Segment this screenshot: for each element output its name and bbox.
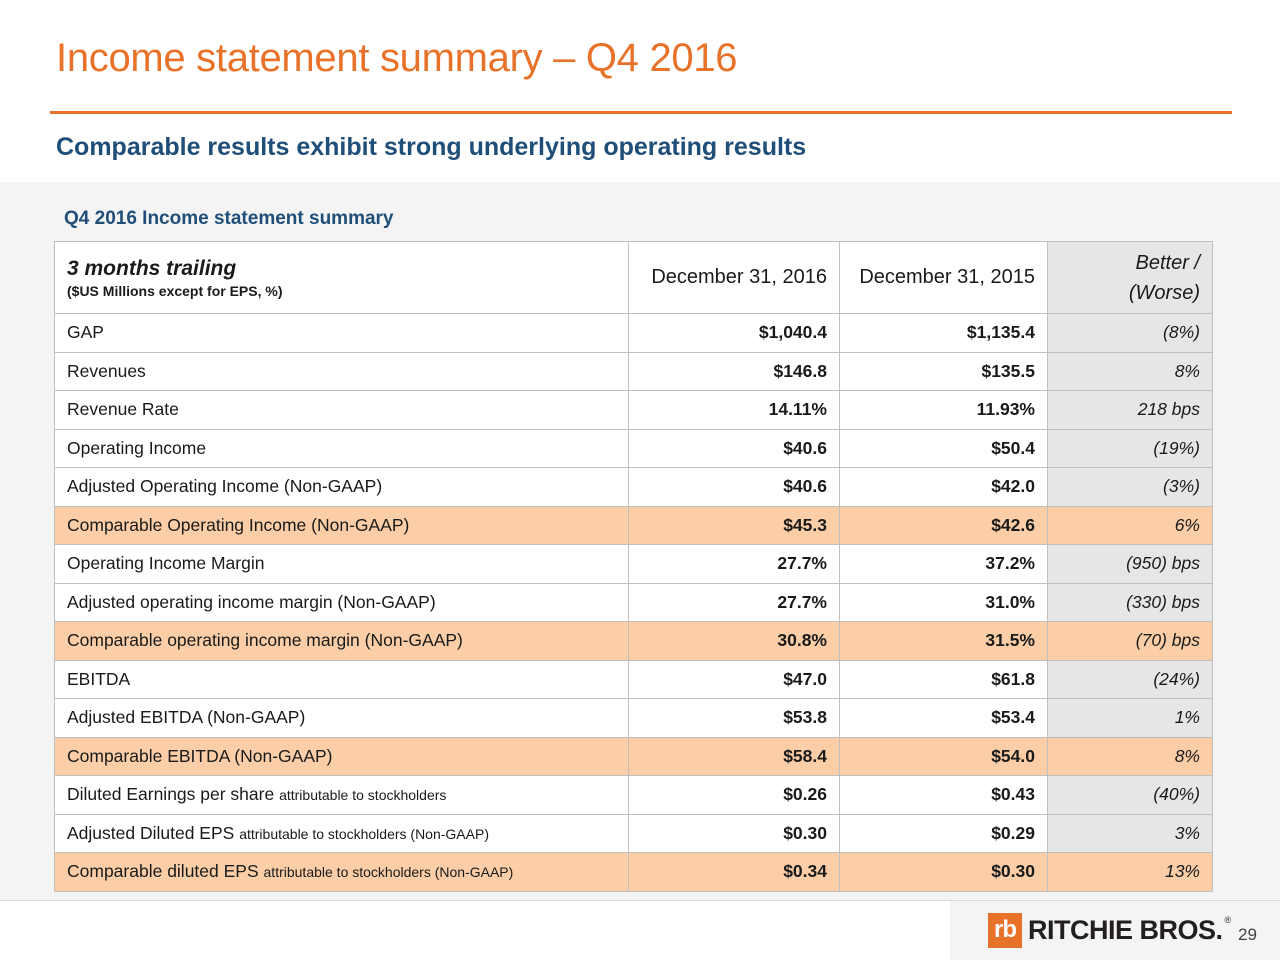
value-variance: (24%) [1048, 660, 1213, 699]
table-row [55, 429, 1213, 468]
header-better-line2: (Worse) [1128, 281, 1200, 304]
value-2015: $53.4 [840, 699, 1048, 738]
title-divider [50, 111, 1232, 114]
value-2016: $58.4 [629, 737, 840, 776]
footer-bar [0, 900, 950, 960]
table-row [55, 506, 1213, 545]
row-label [55, 545, 629, 584]
header-better-line1: Better / [1135, 251, 1200, 274]
row-label-main: Comparable EBITDA (Non-GAAP) [67, 745, 333, 766]
row-label [55, 506, 629, 545]
row-label-main: EBITDA [67, 668, 131, 689]
value-variance: 218 bps [1048, 391, 1213, 430]
value-2016: $45.3 [629, 506, 840, 545]
value-variance: (8%) [1048, 314, 1213, 353]
row-label [55, 314, 629, 353]
header-period [55, 242, 629, 314]
value-2015: $61.8 [840, 660, 1048, 699]
section-label: Q4 2016 Income statement summary [64, 208, 394, 229]
value-2015: $0.29 [840, 814, 1048, 853]
row-label [55, 583, 629, 622]
trademark-icon: ® [1224, 915, 1232, 925]
value-2016: 27.7% [629, 545, 840, 584]
table-row [55, 352, 1213, 391]
row-label-note: attributable to stockholders (Non-GAAP) [263, 864, 514, 881]
table-row [55, 814, 1213, 853]
table-row [55, 699, 1213, 738]
row-label [55, 429, 629, 468]
value-2015: $50.4 [840, 429, 1048, 468]
value-2016: 30.8% [629, 622, 840, 661]
table-row [55, 583, 1213, 622]
value-2015: 37.2% [840, 545, 1048, 584]
row-label-main: Operating Income [67, 437, 207, 458]
header-date-2016: December 31, 2016 [629, 242, 840, 314]
row-label-note: attributable to stockholders [279, 787, 447, 804]
value-2015: $42.6 [840, 506, 1048, 545]
row-label [55, 660, 629, 699]
value-2016: 27.7% [629, 583, 840, 622]
value-2016: $40.6 [629, 468, 840, 507]
value-2015: 31.0% [840, 583, 1048, 622]
table-row [55, 853, 1213, 892]
value-2016: $47.0 [629, 660, 840, 699]
header-period-main: 3 months trailing [67, 256, 237, 280]
value-variance: 13% [1048, 853, 1213, 892]
value-2015: $0.30 [840, 853, 1048, 892]
value-2016: 14.11% [629, 391, 840, 430]
ritchie-bros-logo [988, 913, 1231, 948]
page-number: 29 [1238, 925, 1257, 944]
table-header-row [55, 242, 1213, 314]
value-2015: $42.0 [840, 468, 1048, 507]
value-variance: 6% [1048, 506, 1213, 545]
value-2015: $135.5 [840, 352, 1048, 391]
row-label [55, 814, 629, 853]
row-label-main: Adjusted Diluted EPS [67, 822, 235, 843]
header-period-units: ($US Millions except for EPS, %) [67, 282, 283, 299]
value-variance: 8% [1048, 352, 1213, 391]
row-label [55, 699, 629, 738]
slide-subtitle: Comparable results exhibit strong underlying operating results [56, 133, 807, 161]
row-label-note: attributable to stockholders (Non-GAAP) [239, 825, 489, 842]
header-better-worse [1048, 242, 1213, 314]
table-row [55, 391, 1213, 430]
value-variance: (330) bps [1048, 583, 1213, 622]
value-variance: 3% [1048, 814, 1213, 853]
row-label [55, 391, 629, 430]
logo-wordmark: RITCHIE BROS. [1028, 915, 1223, 945]
page-title: Income statement summary – Q4 2016 [56, 36, 738, 80]
value-2015: $1,135.4 [840, 314, 1048, 353]
row-label [55, 853, 629, 892]
row-label [55, 776, 629, 815]
table-row [55, 660, 1213, 699]
value-2016: $146.8 [629, 352, 840, 391]
row-label-main: Adjusted EBITDA (Non-GAAP) [67, 707, 306, 728]
table-row [55, 622, 1213, 661]
table-row [55, 468, 1213, 507]
row-label-main: Revenues [67, 360, 146, 381]
value-variance: (70) bps [1048, 622, 1213, 661]
table-body [55, 314, 1213, 892]
table-row [55, 776, 1213, 815]
value-2015: 31.5% [840, 622, 1048, 661]
value-variance: (40%) [1048, 776, 1213, 815]
income-statement-table [54, 241, 1213, 892]
value-2016: $40.6 [629, 429, 840, 468]
header-date-2015: December 31, 2015 [840, 242, 1048, 314]
row-label [55, 622, 629, 661]
value-2015: $0.43 [840, 776, 1048, 815]
row-label-main: GAP [67, 322, 104, 343]
value-2016: $0.30 [629, 814, 840, 853]
value-2016: $0.26 [629, 776, 840, 815]
row-label-main: Comparable operating income margin (Non-GAAP) [67, 630, 463, 651]
row-label [55, 737, 629, 776]
row-label [55, 468, 629, 507]
value-variance: (3%) [1048, 468, 1213, 507]
row-label-main: Revenue Rate [67, 399, 179, 420]
value-2016: $1,040.4 [629, 314, 840, 353]
value-variance: 8% [1048, 737, 1213, 776]
table-row [55, 545, 1213, 584]
table-row [55, 737, 1213, 776]
value-2015: 11.93% [840, 391, 1048, 430]
row-label-main: Comparable Operating Income (Non-GAAP) [67, 514, 410, 535]
row-label-main: Adjusted Operating Income (Non-GAAP) [67, 476, 383, 497]
row-label-main: Diluted Earnings per share [67, 784, 275, 805]
row-label-main: Adjusted operating income margin (Non-GAAP) [67, 591, 436, 612]
logo-mark: rb [988, 913, 1022, 948]
value-2016: $0.34 [629, 853, 840, 892]
value-variance: (19%) [1048, 429, 1213, 468]
row-label [55, 352, 629, 391]
value-variance: (950) bps [1048, 545, 1213, 584]
value-variance: 1% [1048, 699, 1213, 738]
row-label-main: Operating Income Margin [67, 553, 265, 574]
row-label-main: Comparable diluted EPS [67, 861, 259, 882]
table-row [55, 314, 1213, 353]
value-2016: $53.8 [629, 699, 840, 738]
value-2015: $54.0 [840, 737, 1048, 776]
